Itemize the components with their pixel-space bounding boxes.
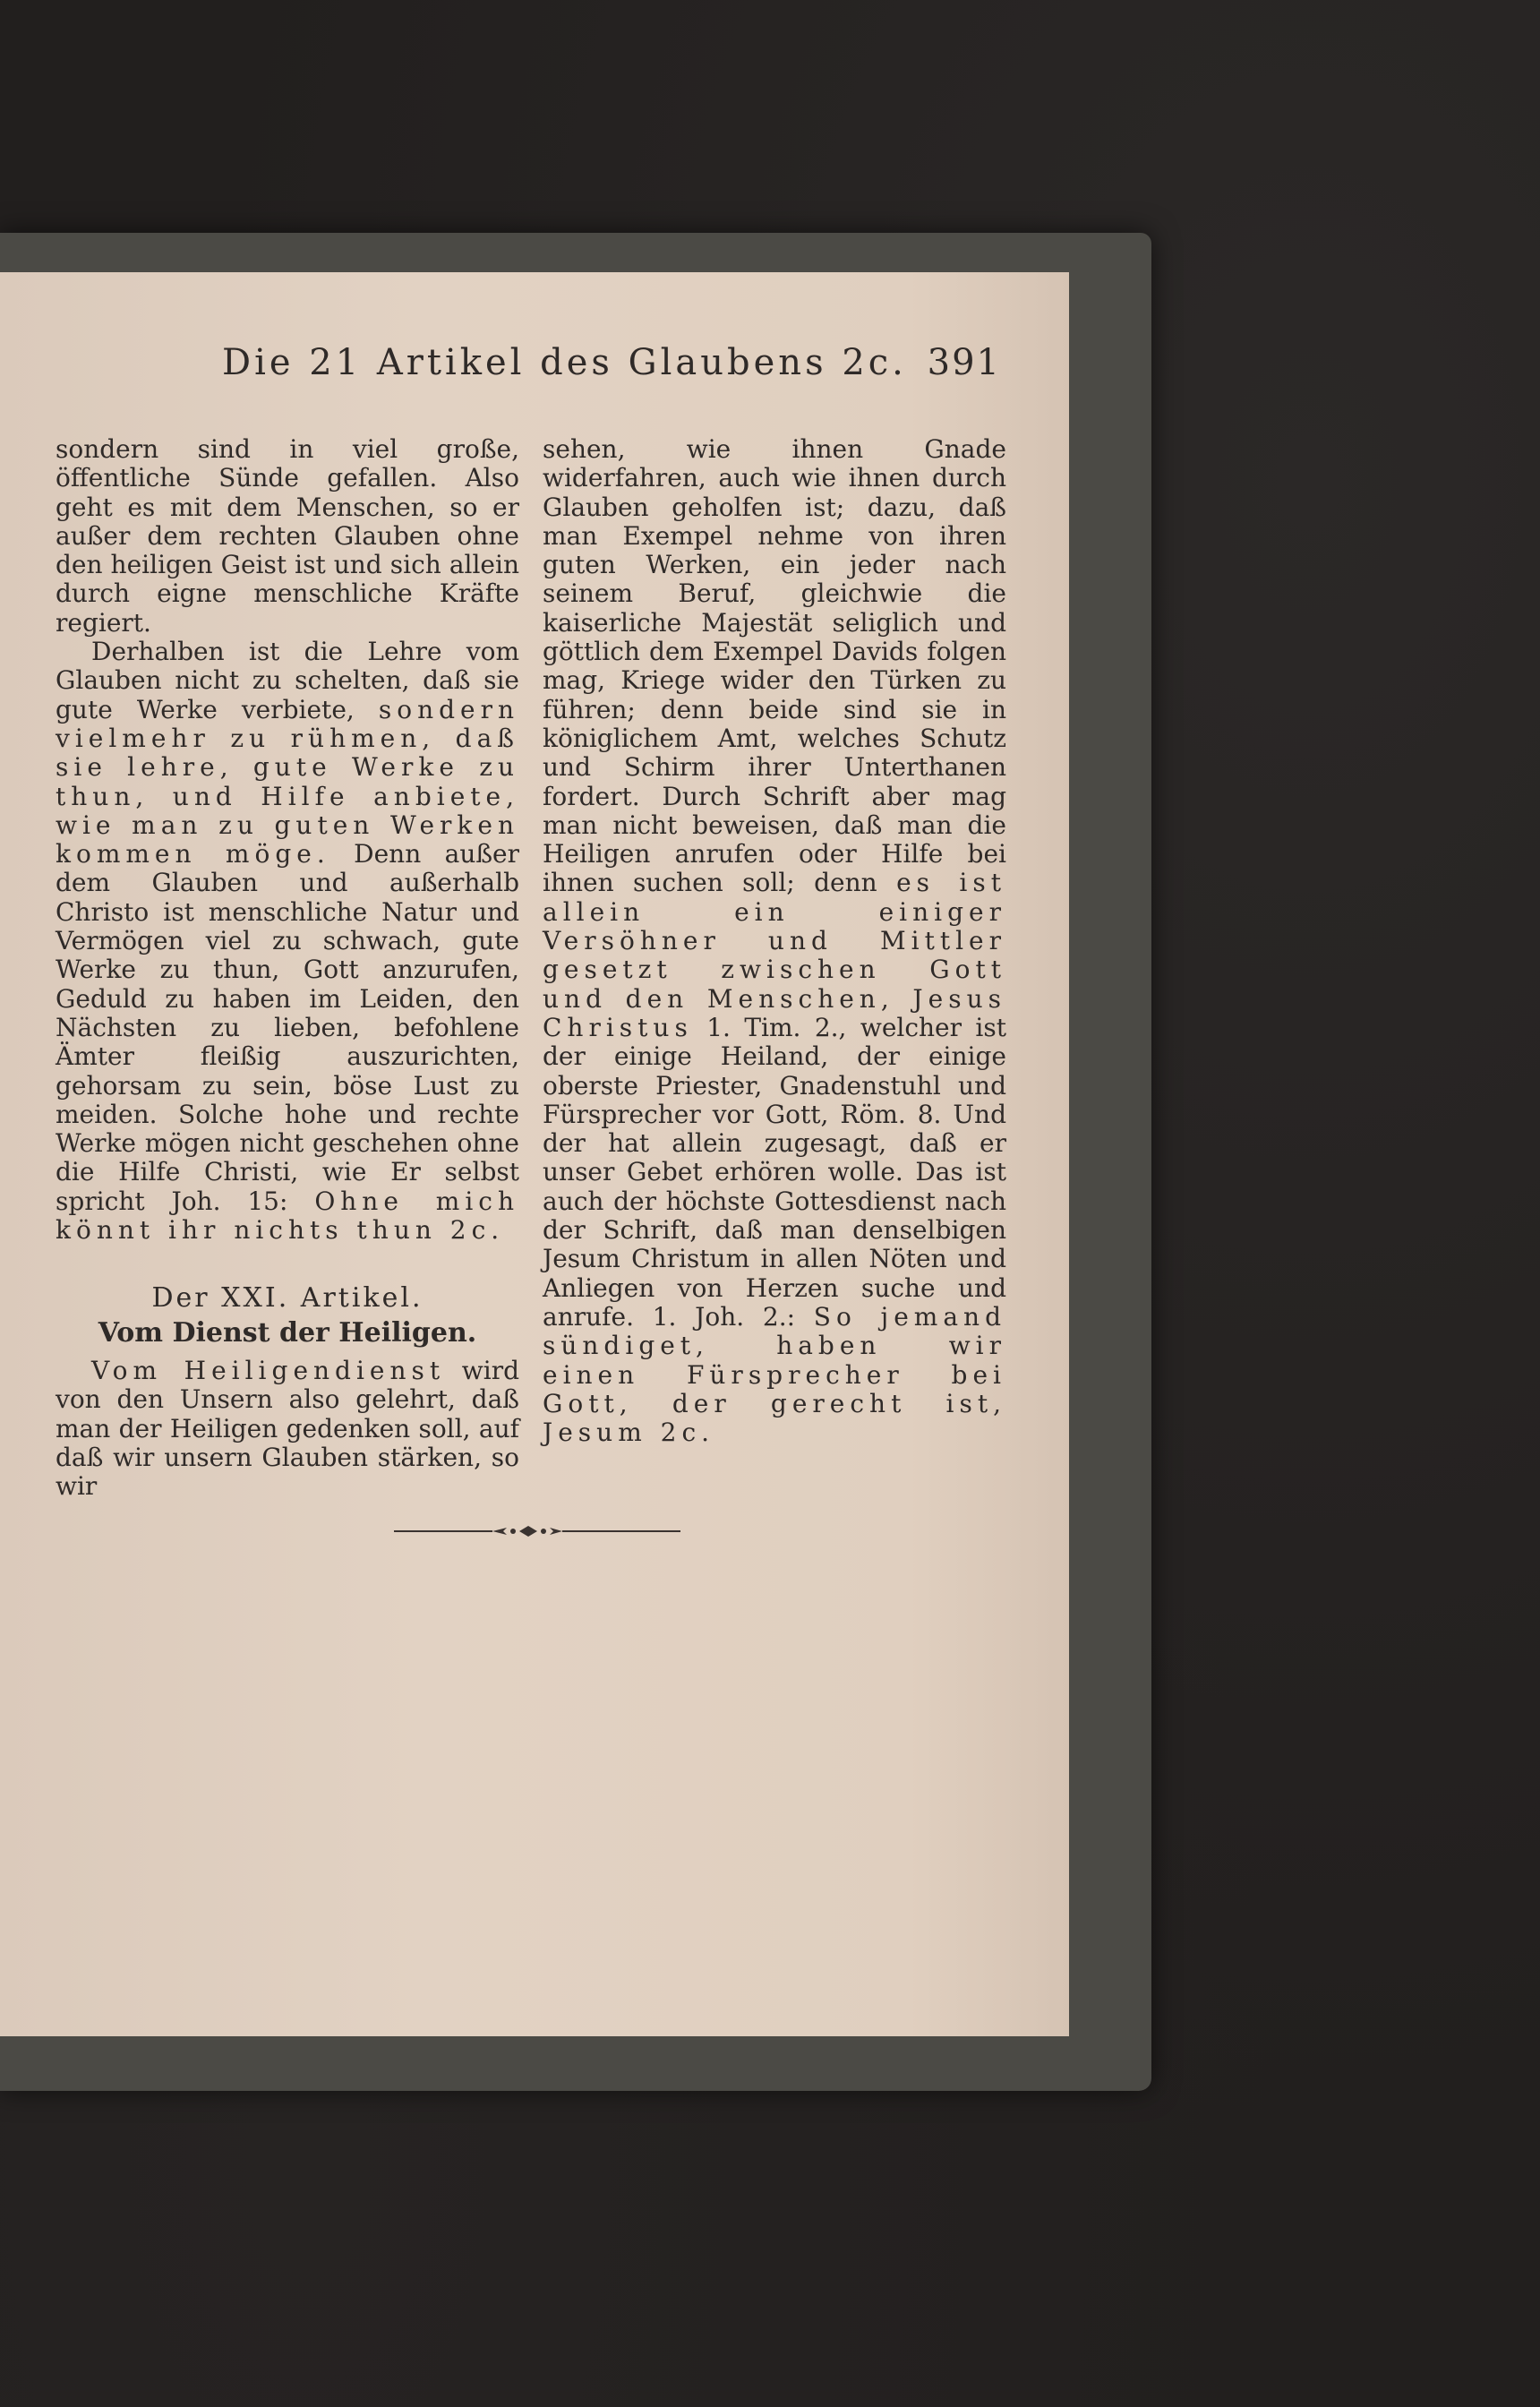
emphasized-text: es ist allein ein einiger Versöhner und Mittler gesetzt zwischen Gott und den Menschen, Jesus Christus [543,868,1006,1042]
text-run: Denn außer dem Glauben und außerhalb Christo ist menschliche Natur und Vermögen viel zu schwach, gute Werke zu thun, Gott anzurufen, Geduld zu haben im Leiden, den Nächsten zu lieben, befohlene Ämter fleißig auszurichten, gehorsam zu sein, böse Lust zu meiden. Solche hohe und rechte Werke mögen nicht geschehen ohne die Hilfe Christi, wie Er selbst spricht Joh. 15: [56,839,520,1216]
text-run: sehen, wie ihnen Gnade widerfahren, auch wie ihnen durch Glauben geholfen ist; dazu, daß man Exempel nehme von ihren guten Werken, ein jeder nach seinem Beruf, gleichwie die kaiserliche Majestät seliglich und göttlich dem Exempel Davids folgen mag, Kriege wider den Türken zu führen; denn beide sind sie in königlichem Amt, welches Schutz und Schirm ihrer Unterthanen fordert. Durch Schrift aber mag man nicht beweisen, daß man die Heiligen anrufen oder Hilfe bei ihnen suchen soll; denn [543,434,1006,898]
emphasized-text: sondern vielmehr zu rühmen, daß sie lehre, gute Werke zu thun, und Hilfe anbiete, wie man zu guten Werken kommen möge. [56,694,520,869]
right-column [543,435,1006,1447]
page-number: 391 [927,342,1001,383]
emphasized-text: Vom Heiligendienst [91,1355,446,1385]
article-heading: Der XXI. Artikel. [151,1282,424,1315]
text-run: 1. Tim. 2., welcher ist der einige Heiland, der einige oberste Priester, Gnadenstuhl und Fürsprecher vor Gott, Röm. 8. Und der hat allein zugesagt, daß er unser Gebet erhören wolle. Das ist auch der höchste Gottesdienst nach der Schrift, daß man denselbigen Jesum Christum in allen Nöten und Anliegen von Herzen suche und anrufe. 1. Joh. 2.: [543,1012,1006,1332]
paragraph: sondern sind in viel große, öffentliche Sünde gefallen. Also geht es mit dem Menschen, so er außer dem rechten Glauben ohne den heiligen Geist ist und sich allein durch eigne menschliche Kräfte regiert. [56,434,519,638]
book-page [0,272,1069,2036]
emphasized-text: Ohne mich könnt ihr nichts thun 2c. [56,1186,519,1246]
text-run: wird von den Unsern also gelehrt, daß man der Heiligen gedenken soll, auf daß wir unsern Glauben stärken, so wir [56,1355,519,1502]
running-header [222,342,1001,390]
emphasized-text: So jemand sündiget, haben wir einen Fürsprecher bei Gott, der gerecht ist, Jesum 2c. [543,1301,1006,1448]
paragraph [56,638,519,1245]
paragraph [56,1357,519,1501]
running-title: Die 21 Artikel des Glaubens 2c. [222,342,907,383]
article-title: Vom Dienst der Heiligen. [98,1316,477,1349]
paragraph [543,435,1006,1447]
ornament-divider [394,1522,680,1540]
text-run: Derhalben ist die Lehre vom Glauben nicht zu schelten, daß sie gute Werke verbiete, [56,637,519,724]
left-column [56,435,519,1501]
